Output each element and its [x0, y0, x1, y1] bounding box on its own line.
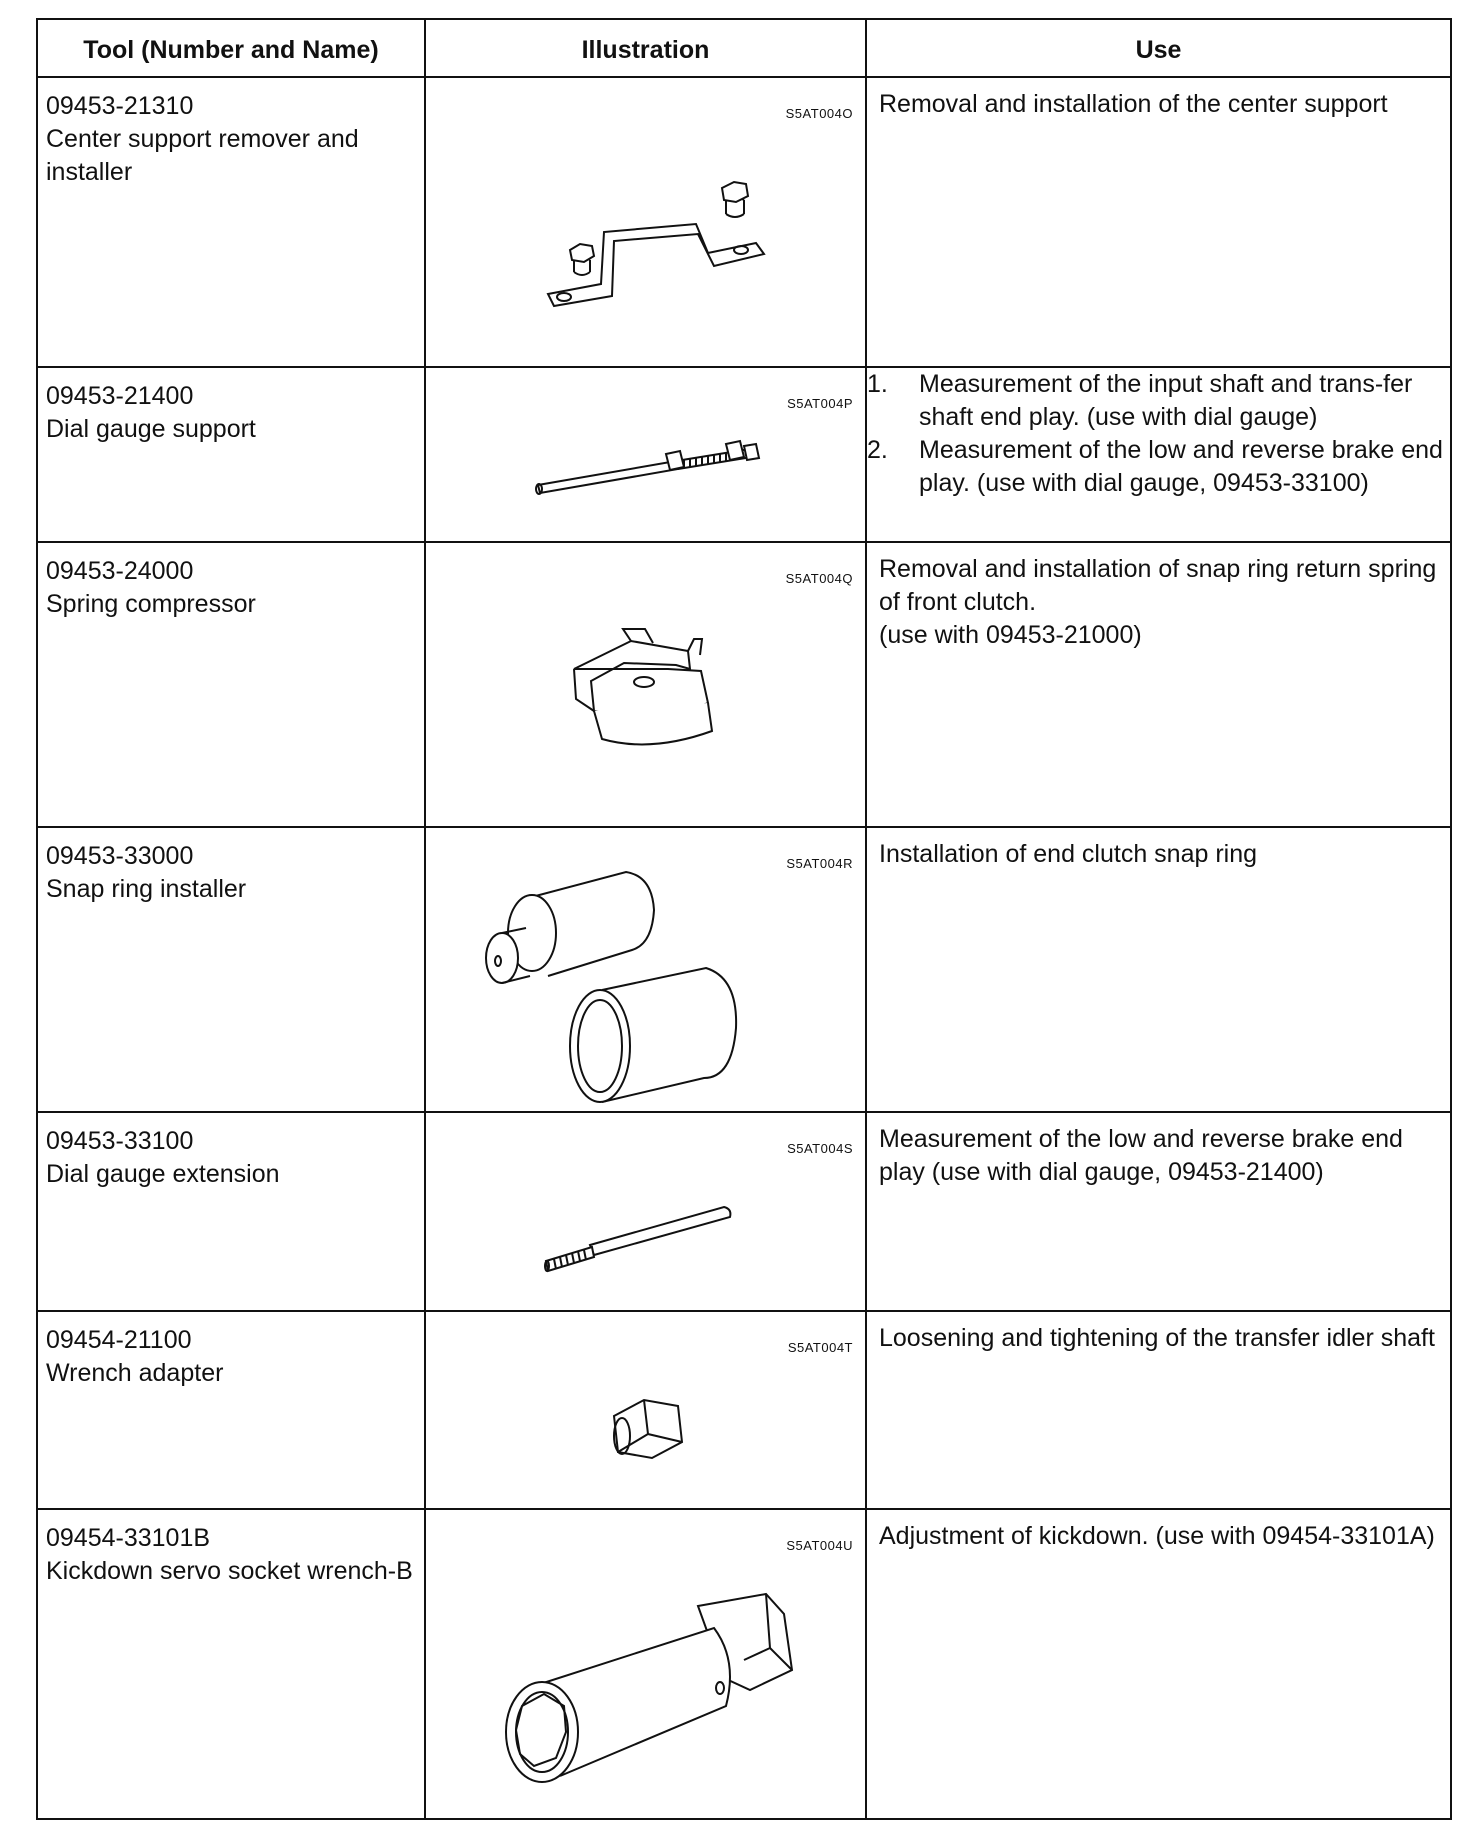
- tool-cell: [38, 543, 426, 826]
- tool-cell: [38, 368, 426, 541]
- illustration-code: S5AT004P: [787, 396, 853, 411]
- tool-cell: [38, 78, 426, 366]
- use-text: Loosening and tightening of the transfer idler shaft: [879, 1324, 1435, 1352]
- illustration-cell: [426, 1113, 867, 1310]
- illustration-cell: [426, 1510, 867, 1820]
- use-text: Removal and installation of the center support: [879, 90, 1388, 118]
- special-tools-table: [36, 18, 1452, 1820]
- use-text: Adjustment of kickdown. (use with 09454-33101A): [879, 1522, 1435, 1550]
- center-support-tool-icon: [426, 78, 867, 368]
- use-text: [867, 543, 1450, 652]
- tool-name: Snap ring installer: [46, 875, 247, 903]
- wrench-adapter-icon: [426, 1312, 867, 1510]
- use-text: Installation of end clutch snap ring: [879, 840, 1258, 868]
- tool-number: 09453-33000: [46, 842, 194, 870]
- tool-number: 09453-33100: [46, 1127, 194, 1155]
- illustration-code: S5AT004S: [787, 1141, 853, 1156]
- illustration-code: S5AT004Q: [785, 571, 853, 586]
- tool-number: 09453-21400: [46, 382, 194, 410]
- tool-cell: [38, 1113, 426, 1310]
- table-row: [38, 828, 1450, 1113]
- tool-number: 09453-24000: [46, 557, 194, 585]
- use-text: Measurement of the low and reverse brake end play (use with dial gauge, 09453-21400): [879, 1125, 1403, 1186]
- table-row: [38, 78, 1450, 368]
- table-row: [38, 543, 1450, 828]
- table-row: [38, 1510, 1450, 1820]
- spring-compressor-icon: [426, 543, 867, 828]
- tool-cell: [38, 1312, 426, 1508]
- illustration-cell: [426, 828, 867, 1111]
- use-main: Removal and installation of snap ring return spring of front clutch.: [879, 555, 1437, 616]
- illustration-cell: [426, 1312, 867, 1508]
- tool-number: 09454-33101B: [46, 1524, 211, 1552]
- illustration-code: S5AT004U: [786, 1538, 853, 1553]
- tool-cell: [38, 828, 426, 1111]
- dial-gauge-extension-icon: [426, 1113, 867, 1312]
- tool-name: Wrench adapter: [46, 1359, 224, 1387]
- illustration-code: S5AT004R: [786, 856, 853, 871]
- use-note: (use with 09453-21000): [879, 621, 1142, 649]
- tool-name: Center support remover and installer: [46, 125, 359, 186]
- illustration-code: S5AT004O: [785, 106, 853, 121]
- tool-name: Spring compressor: [46, 590, 256, 618]
- table-row: [38, 1312, 1450, 1510]
- use-cell: [867, 78, 1450, 366]
- illustration-code: S5AT004T: [787, 1340, 853, 1355]
- tool-name: Kickdown servo socket wrench-B: [46, 1557, 413, 1585]
- use-cell: [867, 1510, 1450, 1820]
- table-header-row: [38, 20, 1450, 78]
- illustration-cell: [426, 368, 867, 541]
- use-cell: [867, 368, 1450, 541]
- item-number: 2.: [867, 436, 888, 464]
- use-cell: [867, 543, 1450, 826]
- use-cell: [867, 828, 1450, 1111]
- use-cell: [867, 1113, 1450, 1310]
- tool-number: 09453-21310: [46, 92, 194, 120]
- use-list-item: [867, 434, 1450, 500]
- header-tool: Tool (Number and Name): [38, 20, 426, 76]
- socket-wrench-icon: [426, 1510, 867, 1820]
- table-row: [38, 368, 1450, 543]
- tool-cell: [38, 1510, 426, 1820]
- item-text: Measurement of the input shaft and trans-fer shaft end play. (use with dial gauge): [919, 370, 1413, 431]
- dial-gauge-support-icon: [426, 368, 867, 543]
- tool-number: 09454-21100: [46, 1326, 192, 1354]
- tool-name: Dial gauge support: [46, 415, 256, 443]
- snap-ring-installer-icon: [426, 828, 867, 1113]
- use-cell: [867, 1312, 1450, 1508]
- item-text: Measurement of the low and reverse brake end play. (use with dial gauge, 09453-33100): [919, 436, 1443, 497]
- use-list: [867, 368, 1450, 500]
- use-list-item: [867, 368, 1450, 434]
- item-number: 1.: [867, 370, 888, 398]
- table-row: [38, 1113, 1450, 1312]
- header-illustration: Illustration: [426, 20, 867, 76]
- header-use: Use: [1135, 36, 1182, 64]
- illustration-cell: [426, 543, 867, 826]
- illustration-cell: [426, 78, 867, 366]
- tool-name: Dial gauge extension: [46, 1160, 280, 1188]
